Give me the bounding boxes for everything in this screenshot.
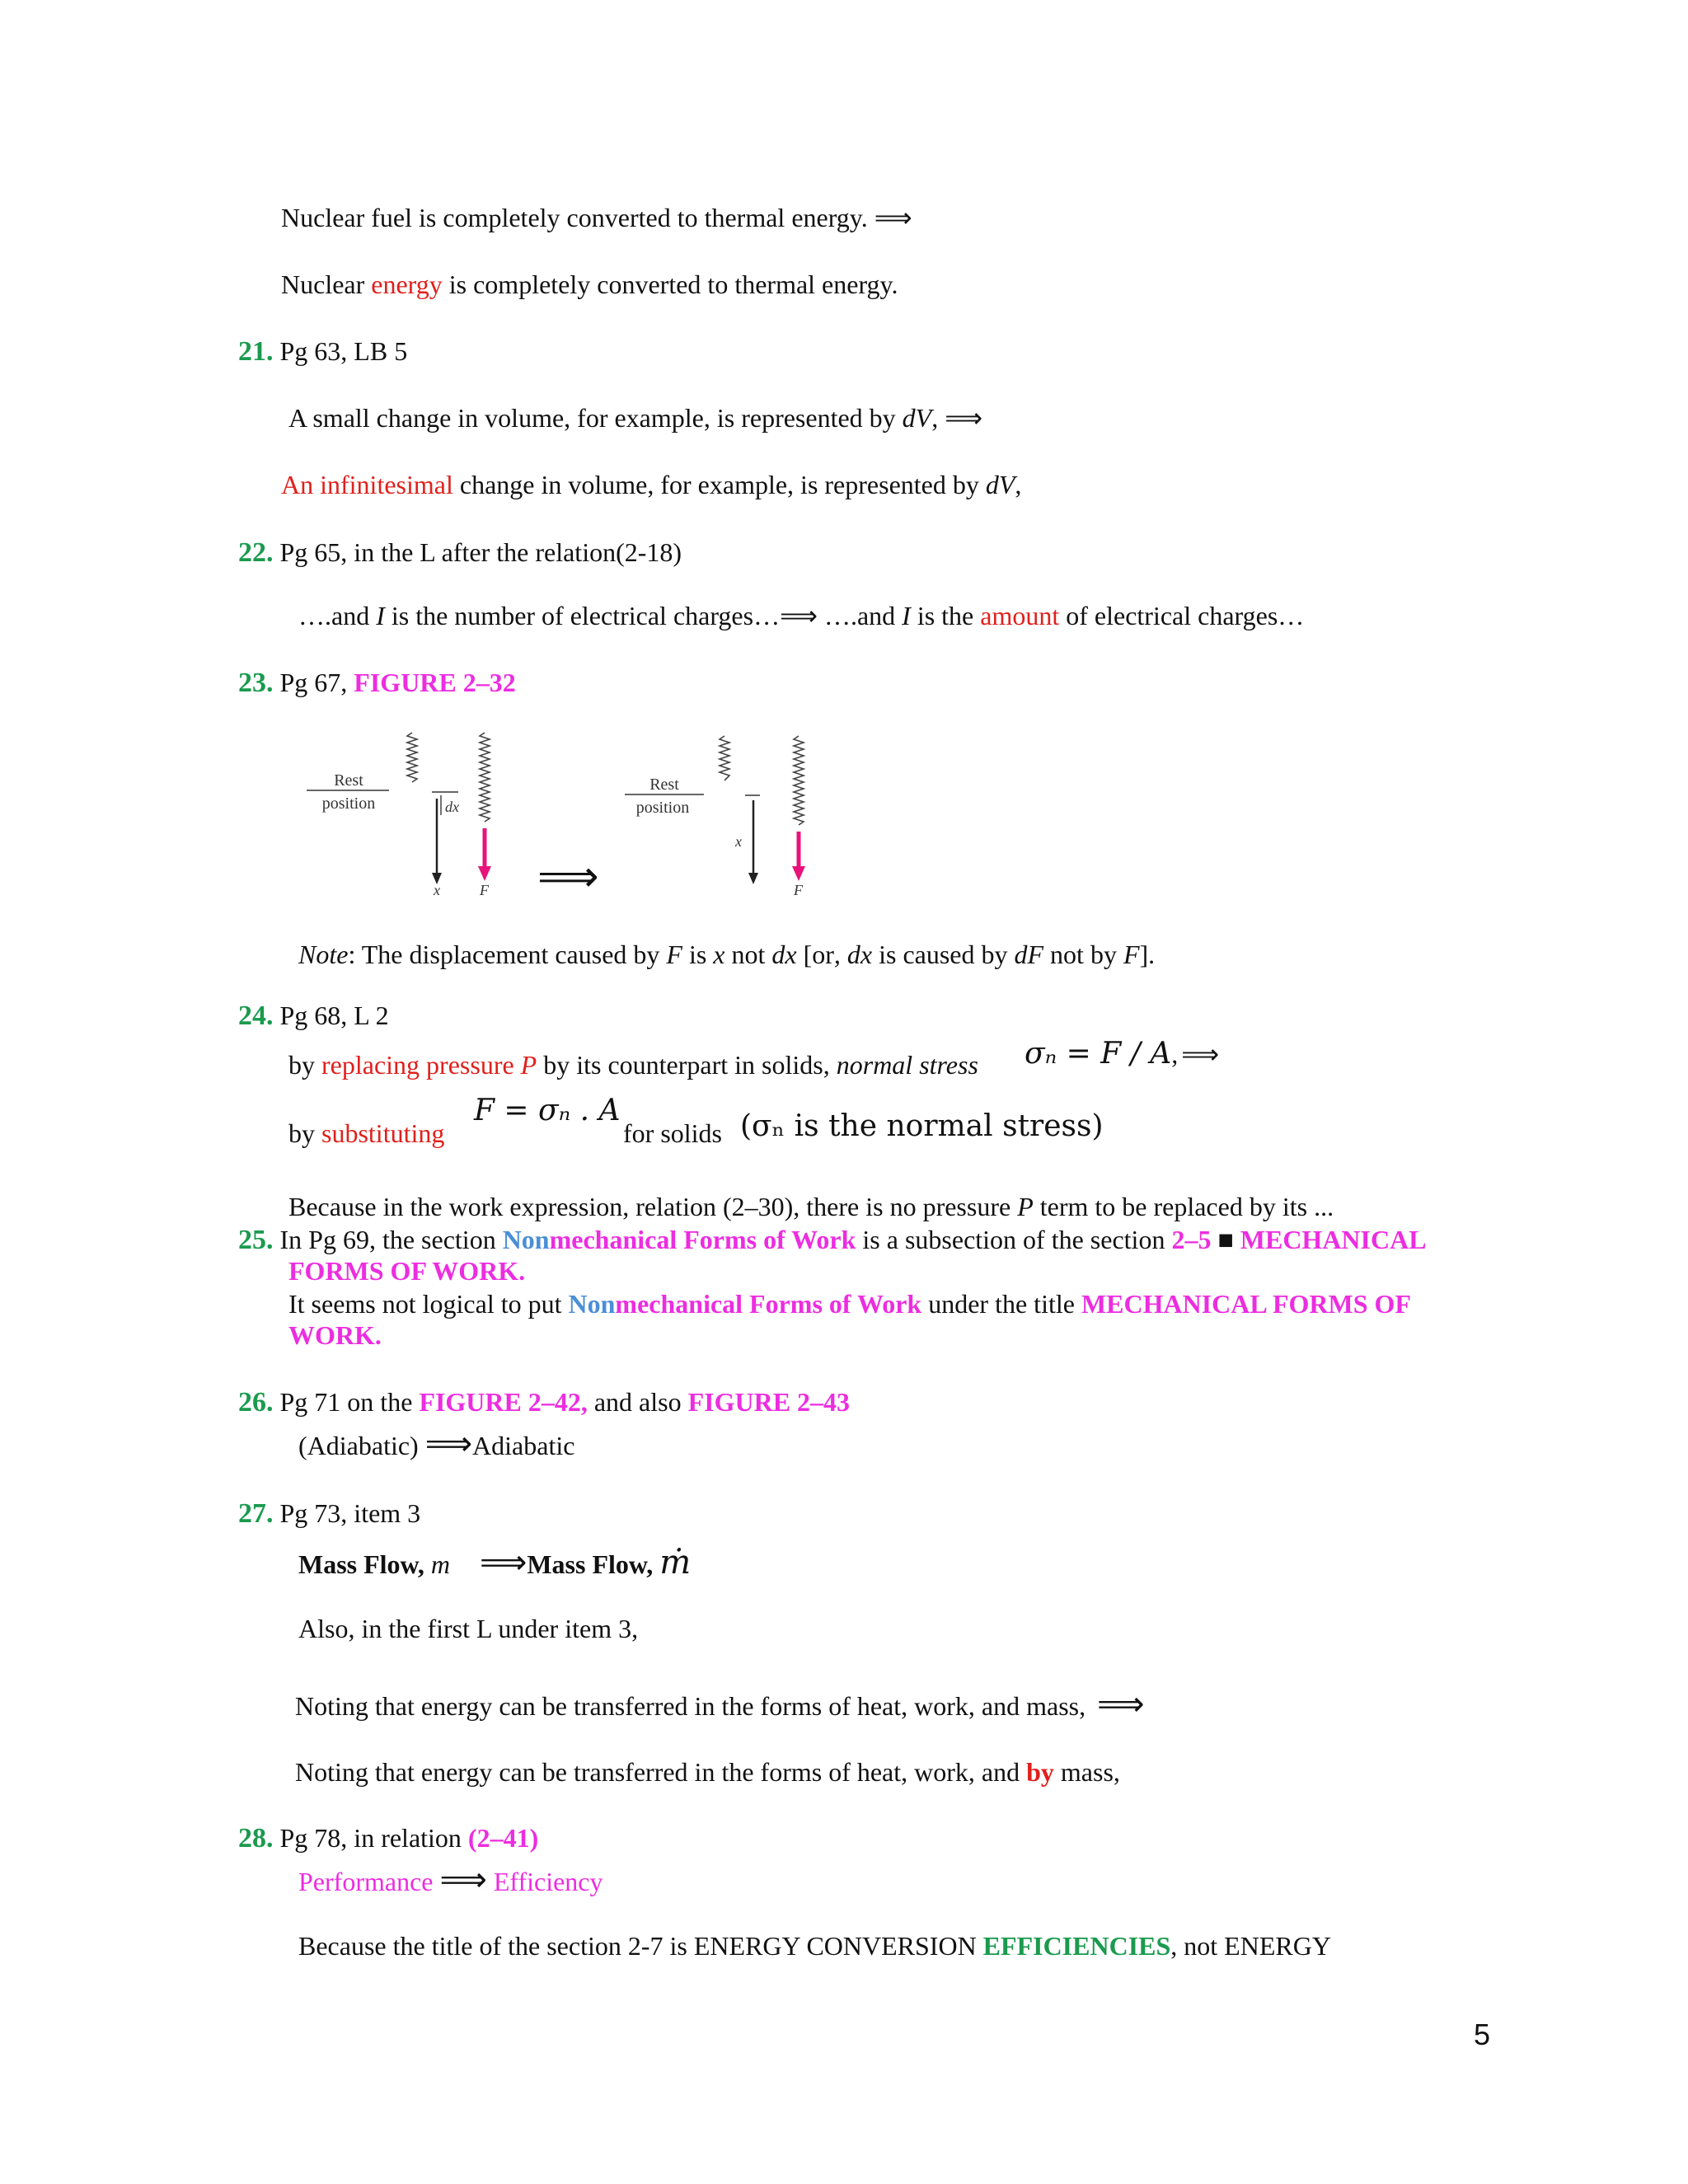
implies-arrow-icon: ⟹ bbox=[874, 202, 912, 233]
text: term to be replaced by its ... bbox=[1033, 1192, 1334, 1221]
figure-2-32-diagram bbox=[297, 721, 874, 902]
item-27-new bbox=[295, 1755, 1120, 1788]
corrected-text-line bbox=[281, 268, 898, 301]
equation-force: F = σₙ . A bbox=[474, 1094, 621, 1127]
variable: dV bbox=[985, 470, 1015, 499]
implies-arrow-icon: ⟹ bbox=[439, 1861, 487, 1899]
page-reference: Pg 68, L 2 bbox=[279, 1001, 389, 1030]
item-24-header bbox=[238, 999, 389, 1033]
item-number: 23. bbox=[238, 668, 274, 698]
implies-arrow-icon: ⟹ bbox=[424, 1425, 473, 1463]
text: by bbox=[288, 1050, 321, 1080]
text: and also bbox=[587, 1387, 688, 1417]
item-25-line2: FORMS OF WORK. bbox=[288, 1256, 526, 1286]
implies-arrow-icon: ⟹ bbox=[945, 402, 983, 434]
variable: F bbox=[1123, 940, 1140, 969]
text: , bbox=[1171, 1039, 1179, 1069]
item-25-line4: WORK. bbox=[288, 1320, 382, 1350]
x-label: x bbox=[434, 882, 440, 898]
spring-right bbox=[480, 733, 490, 822]
text: [or bbox=[796, 940, 834, 969]
item-21-old: A small change in volume, for example, is represented by dV, ⟹ bbox=[288, 402, 983, 434]
text: of electrical charges… bbox=[1059, 601, 1305, 630]
equation-stress bbox=[1025, 1037, 1219, 1071]
item-25-line3 bbox=[288, 1287, 1411, 1320]
highlight-text: mechanical Forms of Work bbox=[549, 1225, 856, 1254]
text: normal stress bbox=[836, 1050, 978, 1080]
text: Nuclear bbox=[281, 269, 372, 299]
text: not bbox=[724, 940, 772, 969]
text: is the bbox=[910, 601, 981, 630]
F-label: F bbox=[480, 882, 489, 898]
text: by bbox=[288, 1118, 321, 1148]
highlight-text: MECHANICAL FORMS OF bbox=[1081, 1289, 1411, 1319]
text: Adiabatic bbox=[472, 1431, 575, 1460]
text: It seems not logical to put bbox=[288, 1289, 569, 1319]
text: Pg 78, in relation bbox=[279, 1823, 468, 1853]
figure-reference: FIGURE 2–42, bbox=[419, 1387, 588, 1417]
highlight-text: amount bbox=[980, 601, 1060, 630]
item-23-header bbox=[238, 666, 516, 700]
text: Also, in the first L under item 3, bbox=[298, 1614, 639, 1643]
highlight-text: Non bbox=[502, 1225, 550, 1254]
variable: I bbox=[902, 601, 911, 630]
rest-label: Rest bbox=[649, 776, 679, 794]
text: In Pg 69, the section bbox=[279, 1225, 503, 1254]
item-23-note: Note: The displacement caused by F is x not dx [or, dx is caused by dF not by F]. bbox=[298, 940, 1156, 969]
text: ….and bbox=[823, 601, 903, 630]
text: A small change in volume, for example, is represented by bbox=[288, 403, 903, 433]
page-reference: Pg 63, LB 5 bbox=[279, 336, 408, 366]
note-label: Note bbox=[298, 940, 349, 969]
figure-reference: FIGURE 2–32 bbox=[354, 668, 516, 697]
text: not by bbox=[1043, 940, 1123, 969]
text: ]. bbox=[1139, 940, 1156, 969]
position-label: position bbox=[321, 794, 376, 813]
text: Pg 71 on the bbox=[279, 1387, 420, 1417]
relation-reference: (2–41) bbox=[467, 1823, 539, 1853]
position-label: position bbox=[635, 799, 690, 817]
text: Noting that energy can be transferred in the forms of heat, work, and mass, bbox=[295, 1691, 1086, 1721]
highlight-text: energy bbox=[371, 269, 443, 299]
item-number: 28. bbox=[238, 1823, 274, 1854]
variable: dx bbox=[771, 940, 797, 969]
text: (Adiabatic) bbox=[298, 1431, 419, 1460]
rest-label: Rest bbox=[334, 771, 363, 790]
x-label: x bbox=[735, 833, 742, 850]
page-number: 5 bbox=[1474, 2018, 1491, 2051]
variable: dx bbox=[846, 940, 873, 969]
implies-arrow-icon: ⟹ bbox=[1181, 1038, 1220, 1070]
item-26-change bbox=[298, 1427, 574, 1462]
variable: ṁ bbox=[659, 1544, 692, 1582]
x-arrow-head bbox=[748, 873, 758, 884]
item-21-header bbox=[238, 335, 407, 368]
variable: m bbox=[430, 1549, 450, 1579]
implies-arrow-icon: ⟹ bbox=[1097, 1685, 1145, 1723]
highlight-text: EFFICIENCIES bbox=[982, 1931, 1171, 1961]
text: Noting that energy can be transferred in the forms of heat, work, and bbox=[295, 1757, 1027, 1787]
item-number: 27. bbox=[238, 1498, 274, 1529]
implies-arrow-icon: ⟹ bbox=[480, 1544, 528, 1582]
item-number: 22. bbox=[238, 537, 274, 568]
variable: dV bbox=[902, 403, 932, 433]
item-number: 24. bbox=[238, 1001, 274, 1031]
text: ….and bbox=[298, 601, 377, 630]
text: is bbox=[682, 940, 714, 969]
equation: σₙ = F / A bbox=[1025, 1037, 1172, 1071]
variable: F bbox=[666, 940, 682, 969]
text: by its counterpart in solids, bbox=[537, 1050, 837, 1080]
square-icon: ■ bbox=[1211, 1225, 1240, 1254]
item-number: 25. bbox=[238, 1225, 274, 1255]
highlight-text: Non bbox=[568, 1289, 616, 1319]
text: Because in the work expression, relation (2–30), there is no pressure bbox=[288, 1192, 1018, 1221]
text: Because the title of the section 2-7 is ENERGY CONVERSION bbox=[298, 1931, 983, 1961]
item-22-line bbox=[298, 599, 1304, 632]
spring-right bbox=[794, 736, 804, 825]
page-reference: Pg 65, in the L after the relation(2-18) bbox=[279, 537, 682, 567]
highlight-text: Performance bbox=[298, 1867, 434, 1896]
text: : The displacement caused by bbox=[348, 940, 667, 969]
item-21-new: An infinitesimal change in volume, for example, is represented by dV, bbox=[281, 470, 1022, 499]
item-28-because bbox=[298, 1929, 1331, 1962]
highlight-text: mechanical Forms of Work bbox=[615, 1289, 922, 1319]
variable: dF bbox=[1014, 940, 1044, 969]
spring-left bbox=[407, 733, 417, 782]
variable: x bbox=[713, 940, 725, 969]
figure-reference: FIGURE 2–43 bbox=[687, 1387, 851, 1417]
variable: I bbox=[376, 601, 385, 630]
old-text-line bbox=[281, 201, 912, 234]
item-22-header bbox=[238, 536, 682, 569]
text: is caused by bbox=[872, 940, 1015, 969]
item-25-line1 bbox=[238, 1223, 1427, 1257]
text: , not ENERGY bbox=[1170, 1931, 1331, 1961]
text: Mass Flow, bbox=[298, 1549, 431, 1579]
highlight-text: substituting bbox=[321, 1118, 445, 1148]
text: for solids bbox=[623, 1118, 722, 1148]
force-arrow-head bbox=[478, 866, 491, 881]
item-24-new bbox=[288, 1117, 444, 1150]
page-reference: Pg 67, bbox=[279, 668, 354, 697]
implies-arrow-icon: ⟹ bbox=[537, 854, 599, 901]
item-24-because bbox=[288, 1190, 1334, 1223]
F-label: F bbox=[794, 882, 803, 898]
text: change in volume, for example, is represented by bbox=[452, 470, 986, 499]
item-28-header bbox=[238, 1821, 538, 1855]
highlight-text: MECHANICAL bbox=[1240, 1225, 1427, 1254]
dx-label: dx bbox=[445, 799, 459, 815]
item-number: 26. bbox=[238, 1387, 274, 1418]
text: under the title bbox=[921, 1289, 1081, 1319]
highlight-text: Efficiency bbox=[493, 1867, 603, 1896]
highlight-text: An infinitesimal bbox=[281, 470, 453, 499]
old-text: Nuclear fuel is completely converted to thermal energy. bbox=[281, 203, 868, 232]
text: is a subsection of the section bbox=[856, 1225, 1172, 1254]
highlight-text: by bbox=[1026, 1757, 1054, 1787]
implies-arrow-icon: ⟹ bbox=[780, 600, 818, 631]
text: Mass Flow, bbox=[527, 1549, 660, 1579]
item-27-change bbox=[298, 1546, 691, 1581]
text: is completely converted to thermal energy. bbox=[442, 269, 898, 299]
page-reference: Pg 73, item 3 bbox=[279, 1498, 421, 1528]
section-number: 2–5 bbox=[1171, 1225, 1212, 1254]
item-26-header bbox=[238, 1385, 850, 1419]
item-number: 21. bbox=[238, 336, 274, 367]
item-28-change bbox=[298, 1863, 603, 1898]
force-arrow-head bbox=[792, 866, 805, 881]
spring-left bbox=[720, 736, 729, 780]
equation-note: (σₙ is the normal stress) bbox=[740, 1109, 1104, 1143]
text: mass, bbox=[1053, 1757, 1120, 1787]
highlight-text: replacing pressure bbox=[321, 1050, 521, 1080]
variable: P bbox=[520, 1050, 537, 1080]
item-27-header bbox=[238, 1497, 420, 1530]
item-24-old bbox=[288, 1048, 978, 1081]
text: is the number of electrical charges… bbox=[384, 601, 781, 630]
variable: P bbox=[1017, 1192, 1034, 1221]
item-27-old bbox=[295, 1685, 1145, 1723]
